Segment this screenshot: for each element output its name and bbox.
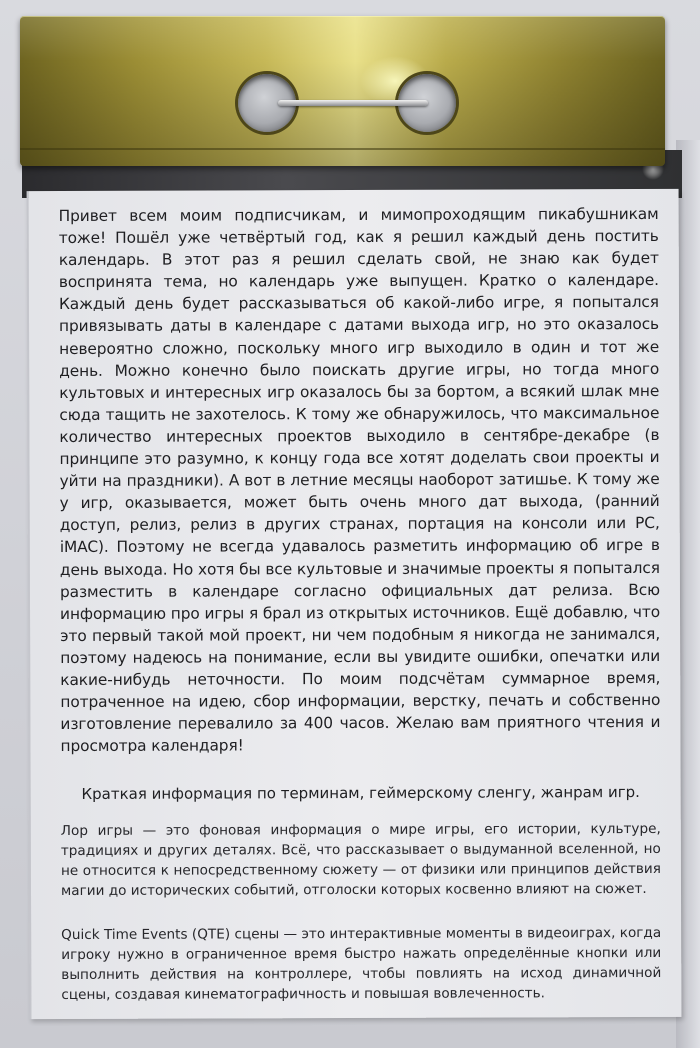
binder-clip bbox=[20, 16, 665, 166]
page-content bbox=[59, 203, 662, 1005]
calendar-page bbox=[27, 189, 682, 1019]
intro-paragraph: Привет всем моим подписчикам, и мимопроходящим пикабушникам тоже! Пошёл уже четвёртый год, как я решил каждый день постить календарь. В этот раз я решил сделать свой, не знаю как будет воспринята тема, но календарь уже выпущен. Кратко о календаре. Каждый день будет рассказываться об какой-либо игре, я попытался привязывать даты в календаре с датами выхода игр, но это оказалось невероятно сложно, поскольку много игр выходило в один и тот же день. Можно конечно было поискать другие игры, но тогда много культовых и интересных игр оказалось бы за бортом, а всякий шлак мне сюда тащить не захотелось. К тому же обнаружилось, что максимальное количество интересных проектов выходило в сентябре-декабре (в принципе это разумно, к концу года все хотят доделать свои проекты и уйти на праздники). А вот в летние месяцы наоборот затишье. К тому же у игр, оказывается, может быть очень много дат выхода, (ранний доступ, релиз, релиз в других странах, портация на консоли или PC, iMAC). Поэтому не всегда удавалось разметить информацию об игре в день выхода. Но хотя бы все культовые и значимые проекты я попытался разместить в календаре согласно официальных дат релиза. Всю информацию про игры я брал из открытых источников. Ещё добавлю, что это первый такой мой проект, ни чем подобным я никогда не занимался, поэтому надеюсь на понимание, если вы увидите ошибки, опечатки или какие-нибудь неточности. По моим подсчётам суммарное время, потраченное на идею, сбор информации, верстку, печать и собственно изготовление перевалило за 400 часов. Желаю вам приятного чтения и просмотра календаря! bbox=[58, 204, 661, 756]
glossary-title: Краткая информация по терминам, геймерскому сленгу, жанрам игр. bbox=[81, 783, 640, 804]
glossary-term-lore: Лор игры — это фоновая информация о мире игры, его истории, культуре, традициях и других деталях. Всё, что рассказывает о выдуманной вселенной, но не относится к непосредственному сюжету — от физики или принципов действия магии до исторических событий, отголоски которых косвенно влияют на сюжет. bbox=[60, 821, 661, 900]
clip-seam bbox=[20, 148, 665, 150]
binder-wire bbox=[278, 100, 428, 106]
glossary-term-qte: Quick Time Events (QTE) сцены — это интерактивные моменты в видеоиграх, когда игроку нужно в ограниченное время быстро нажать определённые кнопки или выполнить действия на контроллере, чтобы повлиять на исход динамичной сцены, создавая кинематографичность и повышая вовлеченность. bbox=[61, 925, 662, 1004]
